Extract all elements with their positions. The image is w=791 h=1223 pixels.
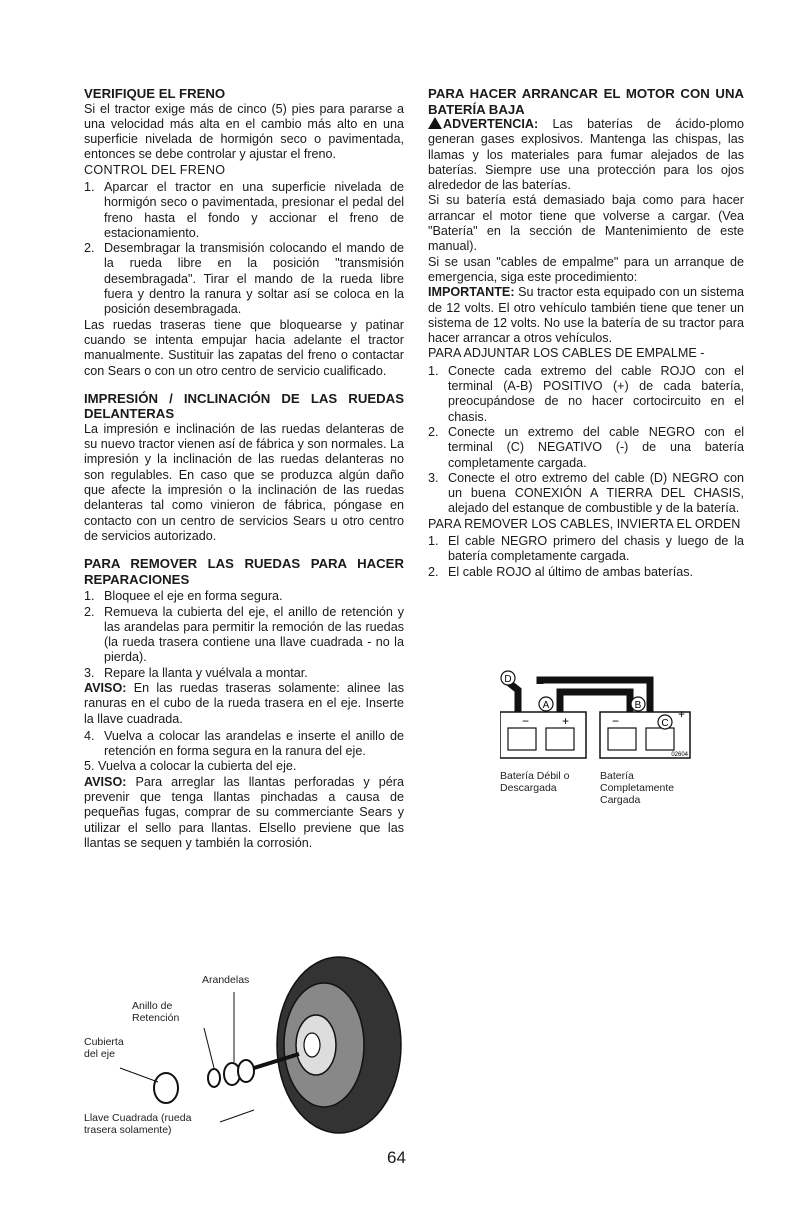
remove-cables-heading: PARA REMOVER LOS CABLES, INVIERTA EL ORDEN — [428, 516, 741, 531]
terminal-minus-weak: − — [522, 714, 530, 728]
label-c: C — [661, 718, 669, 729]
list-item: 1. Conecte cada extremo del cable ROJO con el terminal (A-B) POSITIVO (+) de cada batería, preocupándose de no hacer cortocircuito en el chasis. — [428, 363, 744, 424]
right-column — [428, 86, 744, 580]
retaining-ring-shape — [208, 1069, 220, 1087]
label-b: B — [634, 700, 642, 711]
charged-battery-label: Batería Completamente Cargada — [600, 770, 675, 806]
axle-cover-shape — [154, 1073, 178, 1103]
battery-jumper-diagram — [500, 670, 740, 830]
remove-wheels-heading: PARA REMOVER LAS RUEDAS PARA HACER REPARACIONES — [84, 556, 404, 587]
black-cable-ground — [508, 682, 518, 712]
list-item: 3. Conecte el otro extremo del cable (D) NEGRO con un buena CONEXIÓN A TIERRA DEL CHASIS, alejado del estanque de combustible y de la batería. — [428, 470, 744, 516]
weak-battery-label: Batería Débil o Descargada — [500, 770, 570, 794]
terminal-plus-charged: + — [678, 707, 686, 721]
list-item: 5. Vuelva a colocar la cubierta del eje. — [84, 759, 297, 774]
terminal-plus-weak: + — [562, 714, 570, 728]
alignment-heading: IMPRESIÓN / INCLINACIÓN DE LAS RUEDAS DELANTERAS — [84, 390, 404, 422]
remove-wheels-steps-b — [84, 729, 404, 760]
weak-battery-body — [500, 712, 586, 758]
list-item: 4. Vuelva a colocar las arandelas e inserte el anillo de retención en forma segura en la ranura del eje. — [84, 728, 404, 759]
attach-cables-steps — [428, 364, 744, 517]
wheel-removal-diagram — [84, 950, 404, 1140]
alignment-body: La impresión e inclinación de las ruedas delanteras de su nuevo tractor vienen así de fábrica y son normales. La impresión y la inclinación de las ruedas delanteras no son regulables. En caso que se produzca algún daño que afecte la impresión o la inclinación de las ruedas delanteras tal como vinieron de fábrica, póngase en contacto con un centro de servicios Sears u otro centro de servicios autorizado. — [84, 421, 404, 543]
label-a: A — [542, 700, 550, 711]
list-item: 1. Aparcar el tractor en una superficie nivelada de hormigón seco o pavimentada, presionar el pedal del freno hasta el fondo y accionar el freno de estacionamiento. — [84, 179, 404, 240]
attach-cables-heading: PARA ADJUNTAR LOS CABLES DE EMPALME - — [428, 346, 705, 361]
brake-check-body: Si el tractor exige más de cinco (5) pies para pararse a una velocidad más alta en el cambio más alto en una superficie nivelada de hormigón seco o pavimentada, entonces se debe controlar y ajustar el freno. — [84, 101, 404, 162]
terminal-minus-charged: − — [612, 714, 620, 728]
left-column — [84, 86, 404, 851]
list-item: 3. Repare la llanta y vuélvala a montar. — [84, 665, 308, 680]
warning-triangle-icon — [428, 117, 442, 129]
page-number: 64 — [387, 1148, 406, 1167]
remove-cables-steps — [428, 534, 744, 580]
remove-wheels-steps-a — [84, 589, 404, 681]
warning-paragraph: ADVERTENCIA: Las baterías de ácido-plomo generan gases explosivos. Mantenga las chispas, las llamas y los materiales para fumar alejados de las baterías. Siempre use una protección para los ojos alrededor de las baterías. — [428, 117, 744, 193]
brake-control-after: Las ruedas traseras tiene que bloquearse y patinar cuando se intenta empujar hacia adelante el tractor manualmente. Sustituir las zapatas del freno o contactar con Sears o con un otro centro de servicio cualificado. — [84, 317, 404, 378]
jump-start-heading: PARA HACER ARRANCAR EL MOTOR CON UNA BATERÍA BAJA — [428, 86, 744, 117]
list-item: 2. Conecte un extremo del cable NEGRO con el terminal (C) NEGATIVO (-) de una batería completamente cargada. — [428, 424, 744, 470]
aviso-note-1: AVISO: En las ruedas traseras solamente: alinee las ranuras en el cubo de la rueda trasera en el eje. Inserte la llave cuadrada. — [84, 681, 405, 726]
red-cable — [560, 692, 630, 712]
important-paragraph: IMPORTANTE: Su tractor esta equipado con un sistema de 12 volts. El otro vehículo también tiene que tener un sistema de 12 volts. No use la batería de su tractor para hacer arrancar a otros vehículos. — [428, 285, 745, 346]
list-item: 2. Desembragar la transmisión colocando el mando de la rueda libre en la posición "transmisión desembragada". Tirar el mando de la rueda libre fuera y dentro la ranura y soltar así se coloca en la posición desembragada. — [84, 241, 404, 317]
axle-cover-label: Cubierta del eje — [84, 1036, 124, 1060]
list-item: 1. Bloquee el eje en forma segura. — [84, 589, 283, 604]
list-item: 2. El cable ROJO al último de ambas baterías. — [428, 564, 693, 579]
retaining-ring-label: Anillo de Retención — [132, 1000, 180, 1024]
jumper-cables-paragraph: Si se usan "cables de empalme" para un arranque de emergencia, siga este procedimiento: — [428, 254, 744, 284]
brake-check-heading: VERIFIQUE EL FRENO — [84, 86, 226, 101]
washers-label: Arandelas — [202, 974, 250, 986]
list-item: 2. Remueva la cubierta del eje, el anillo de retención y las arandelas para permitir la remoción de las ruedas (la rueda trasera contiene una llave cuadrada - no la pierda). — [84, 604, 404, 665]
aviso-note-2: AVISO: Para arreglar las llantas perforadas y péra prevenir que tenga llantas pinchadas a causa de pequeñas fugas, comprar de su commerciante Sears y utilizar el sello para llantas. Elsello previene que las llantas se sequen y también la corrosión. — [84, 774, 404, 850]
list-item: 1. El cable NEGRO primero del chasis y luego de la batería completamente cargada. — [428, 534, 744, 564]
label-d: D — [504, 674, 512, 685]
brake-control-subheading: CONTROL DEL FRENO — [84, 162, 226, 177]
figure-code: 02604 — [671, 752, 688, 758]
square-key-label: Llave Cuadrada (rueda trasera solamente) — [84, 1112, 192, 1136]
battery-diagram-svg — [500, 670, 740, 770]
brake-control-steps — [84, 180, 404, 318]
low-battery-paragraph: Si su batería está demasiado baja como para hacer arrancar el motor tiene que volverse a cargar. (Vea "Batería" en la sección de Mantenimiento de este manual). — [428, 193, 744, 254]
